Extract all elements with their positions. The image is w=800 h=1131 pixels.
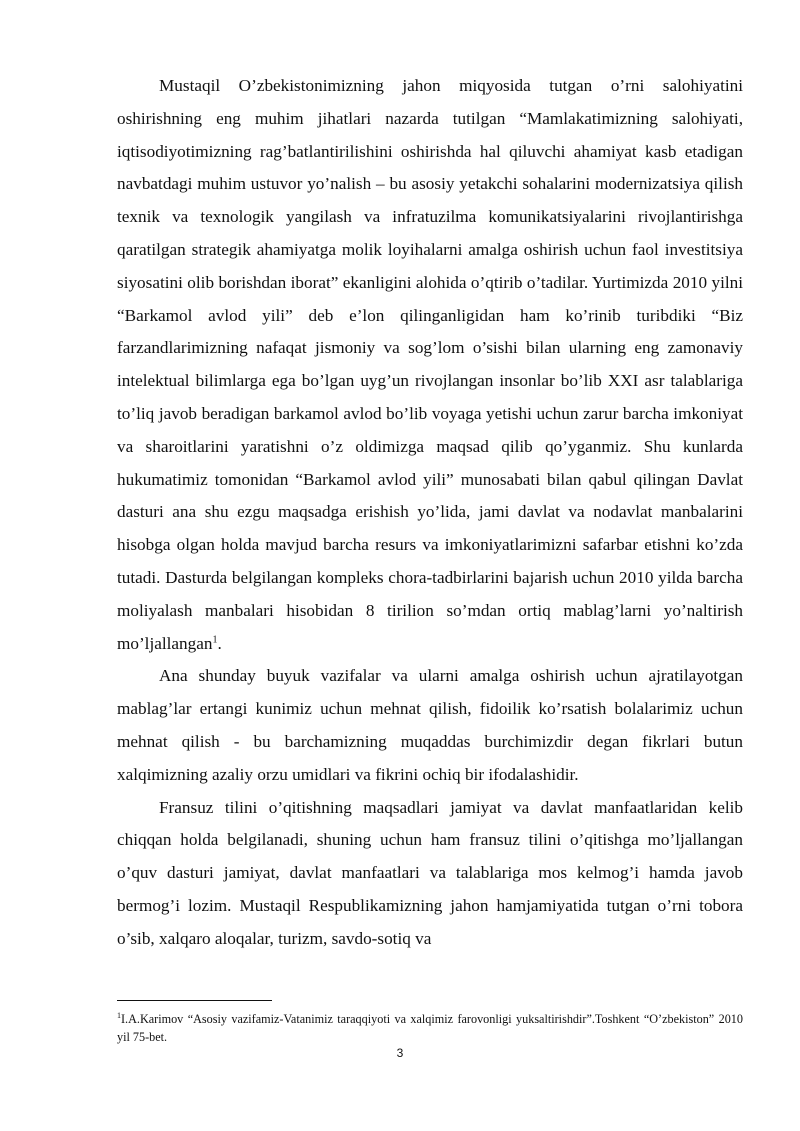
footnote-text: I.A.Karimov “Asosiy vazifamiz-Vatanimiz taraqqiyoti va xalqimiz farovonligi yuksaltirishdir”.Toshkent “O’zbekiston” 2010 yil 75-bet. <box>117 1012 743 1044</box>
paragraph-1-tail: . <box>217 633 222 653</box>
footnote-reference: 1 <box>212 633 218 645</box>
paragraph-3 <box>117 792 743 956</box>
paragraph-1-text: Mustaqil O’zbekistonimizning jahon miqyosida tutgan o’rni salohiyatini oshirishning eng muhim jihatlari nazarda tutilgan “Mamlakatimizning salohiyati, iqtisodiyotimizning rag’batlantirilishini oshirishda hal qiluvchi ahamiyat kasb etadigan navbatdagi muhim ustuvor yo’nalish – bu asosiy yetakchi sohalarini modernizatsiya qilish texnik va texnologik yangilash va infratuzilma komunikatsiyalarini rivojlantirishga qaratilgan strategik ahamiyatga molik loyihalarni amalga oshirish uchun faol investitsiya siyosatini olib borishdan iborat” ekanligini alohida o’qtirib o’tadilar. Yurtimizda 2010 yilni “Barkamol avlod yili” deb e’lon qilinganligidan ham ko’rinib turibdiki “Biz farzandlarimizning nafaqat jismoniy va sog’lom o’sishi bilan ularning eng zamonaviy intelektual bilimlarga ega bo’lgan uyg’un rivojlangan insonlar bo’lib XXI asr talablariga to’liq javob beradigan barkamol avlod bo’lib voyaga yetishi uchun zarur barcha imkoniyat va sharoitlarini yaratishni o’z oldimizga maqsad qilib qo’yganmiz. Shu kunlarda hukumatimiz tomonidan “Barkamol avlod yili” munosabati bilan qabul qilingan Davlat dasturi ana shu ezgu maqsadga erishish yo’lida, jami davlat va nodavlat manbalarini hisobga olgan holda mavjud barcha resurs va imkoniyatlarimizni safarbar etishni ko’zda tutadi. Dasturda belgilangan kompleks chora-tadbirlarini bajarish uchun 2010 yilda barcha moliyalash manbalari hisobidan 8 tirilion so’mdan ortiq mablag’larni yo’naltirish mo’ljallangan <box>117 76 743 653</box>
footnote-separator <box>117 1000 272 1001</box>
footnote <box>117 1010 743 1046</box>
page-number: 3 <box>396 1046 404 1060</box>
paragraph-2-text: Ana shunday buyuk vazifalar va ularni amalga oshirish uchun ajratilayotgan mablag’lar ertangi kunimiz uchun mehnat qilish, fidoilik ko’rsatish bolalarimiz uchun mehnat qilish - bu barchamizning muqaddas burchimizdir degan fikrlari butun xalqimizning azaliy orzu umidlari va fikrini ochiq bir ifodalashidir. <box>117 666 743 784</box>
paragraph-3-text: Fransuz tilini o’qitishning maqsadlari jamiyat va davlat manfaatlaridan kelib chiqqan holda belgilanadi, shuning uchun ham fransuz tilini o’qitishga mo’ljallangan o’quv dasturi jamiyat, davlat manfaatlari va talablariga mos kelmog’i hamda javob bermog’i lozim. Mustaqil Respublikamizning jahon hamjamiyatida tutgan o’rni tobora o’sib, xalqaro aloqalar, turizm, savdo-sotiq va <box>117 797 743 948</box>
document-body <box>117 70 743 956</box>
footnote-marker: 1 <box>117 1010 121 1020</box>
paragraph-2 <box>117 660 743 791</box>
paragraph-1 <box>117 70 743 660</box>
